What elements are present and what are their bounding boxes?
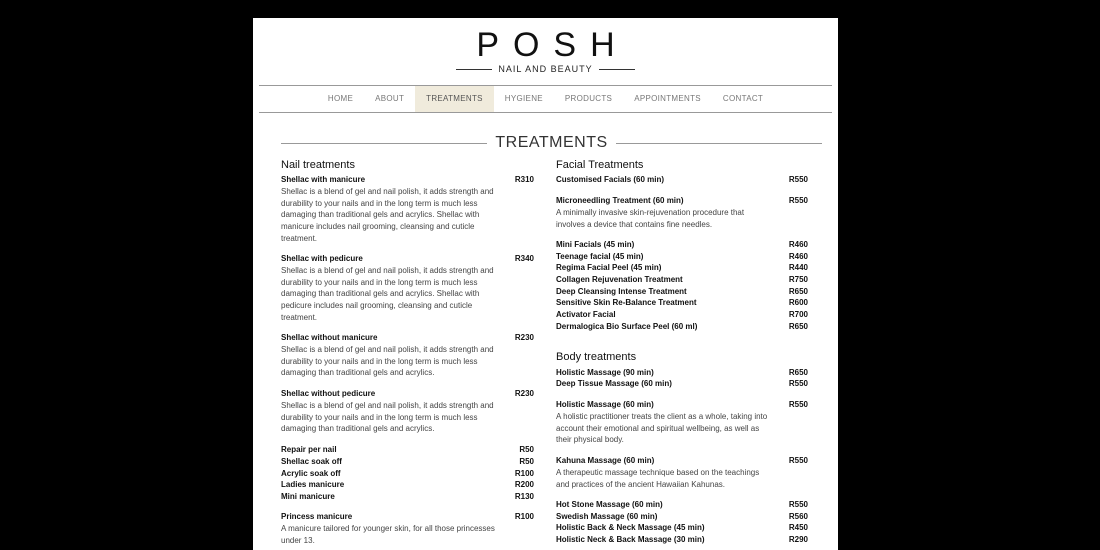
treatment-price: R600 xyxy=(788,298,808,307)
treatment-price: R650 xyxy=(788,287,808,296)
treatment-description: Shellac is a blend of gel and nail polish, it adds strength and durability to your nails and in the long term is much less damaging than traditional gels and acrylics. Shellac with pedicure includes nail grooming, cleansing and cuticle treatment. xyxy=(281,266,494,322)
treatment-name: Mini manicure xyxy=(281,492,335,501)
main-nav xyxy=(259,85,832,113)
treatment-price: R700 xyxy=(788,310,808,319)
facial-section-title: Facial Treatments xyxy=(556,159,644,171)
treatment-name: Princess manicure xyxy=(281,512,353,521)
treatment-description: A holistic practitioner treats the client as a whole, taking into account their emotional and spiritual wellbeing, as well as their physical body. xyxy=(556,412,768,445)
nav-item-products[interactable]: PRODUCTS xyxy=(564,94,613,103)
nail-section-title: Nail treatments xyxy=(281,159,355,171)
treatment-name: Ladies manicure xyxy=(281,480,345,489)
treatment-name: Holistic Massage (60 min) xyxy=(556,400,654,409)
treatment-name: Sensitive Skin Re-Balance Treatment xyxy=(556,298,697,307)
treatment-description: A manicure tailored for younger skin, for all those princesses under 13. xyxy=(281,524,495,545)
treatment-price: R230 xyxy=(514,333,534,342)
treatment-name: Microneedling Treatment (60 min) xyxy=(556,196,684,205)
treatment-price: R290 xyxy=(788,535,808,544)
title-divider-left xyxy=(281,143,487,144)
treatment-price: R450 xyxy=(788,523,808,532)
treatment-name: Teenage facial (45 min) xyxy=(556,252,644,261)
treatment-description: Shellac is a blend of gel and nail polish, it adds strength and durability to your nails and in the long term is much less damaging than traditional gels and acrylics. Shellac with manicure includes nail grooming, cleansing and cuticle treatment. xyxy=(281,187,494,243)
treatment-price: R340 xyxy=(514,254,534,263)
treatment-price: R100 xyxy=(514,469,534,478)
treatment-price: R130 xyxy=(514,492,534,501)
treatment-name: Deep Tissue Massage (60 min) xyxy=(556,379,672,388)
treatment-name: Holistic Back & Neck Massage (45 min) xyxy=(556,523,705,532)
nav-item-treatments[interactable]: TREATMENTS xyxy=(415,86,494,112)
nav-item-hygiene[interactable]: HYGIENE xyxy=(504,94,543,103)
body-section-title: Body treatments xyxy=(556,351,637,363)
treatment-price: R650 xyxy=(788,368,808,377)
treatment-description: Shellac is a blend of gel and nail polish, it adds strength and durability to your nails and in the long term is much less damaging than traditional gels and acrylics. xyxy=(281,345,494,378)
treatment-name: Shellac without manicure xyxy=(281,333,378,342)
treatment-price: R550 xyxy=(788,175,808,184)
treatment-name: Hot Stone Massage (60 min) xyxy=(556,500,663,509)
treatment-price: R50 xyxy=(519,445,534,454)
logo-divider-right xyxy=(599,69,635,70)
treatment-price: R650 xyxy=(788,322,808,331)
treatment-price: R460 xyxy=(788,240,808,249)
treatment-price: R100 xyxy=(514,512,534,521)
page-title: TREATMENTS xyxy=(495,134,608,151)
treatment-name: Swedish Massage (60 min) xyxy=(556,512,658,521)
nav-item-home[interactable]: HOME xyxy=(327,94,354,103)
treatment-name: Activator Facial xyxy=(556,310,616,319)
logo-divider-left xyxy=(456,69,492,70)
treatment-name: Collagen Rejuvenation Treatment xyxy=(556,275,683,284)
treatment-name: Acrylic soak off xyxy=(281,469,341,478)
treatment-name: Deep Cleansing Intense Treatment xyxy=(556,287,687,296)
treatment-price: R310 xyxy=(514,175,534,184)
logo-wordmark: POSH xyxy=(476,26,629,64)
treatment-price: R750 xyxy=(788,275,808,284)
page xyxy=(253,18,838,550)
treatment-price: R230 xyxy=(514,389,534,398)
treatment-name: Repair per nail xyxy=(281,445,337,454)
treatment-name: Shellac without pedicure xyxy=(281,389,376,398)
treatment-price: R560 xyxy=(788,512,808,521)
title-divider-right xyxy=(616,143,822,144)
treatment-price: R200 xyxy=(514,480,534,489)
treatment-price: R550 xyxy=(788,456,808,465)
treatment-name: Customised Facials (60 min) xyxy=(556,175,665,184)
treatment-name: Dermalogica Bio Surface Peel (60 ml) xyxy=(556,322,698,331)
logo[interactable] xyxy=(253,28,838,74)
treatment-name: Holistic Neck & Back Massage (30 min) xyxy=(556,535,705,544)
treatment-name: Shellac soak off xyxy=(281,457,342,466)
treatment-price: R550 xyxy=(788,379,808,388)
treatment-name: Mini Facials (45 min) xyxy=(556,240,635,249)
nav-item-contact[interactable]: CONTACT xyxy=(722,94,764,103)
logo-tagline-row xyxy=(253,64,838,74)
treatment-name: Shellac with manicure xyxy=(281,175,366,184)
treatment-price: R550 xyxy=(788,400,808,409)
treatment-price: R550 xyxy=(788,196,808,205)
treatment-description: A minimally invasive skin-rejuvenation procedure that involves a device that contains fine needles. xyxy=(556,208,745,229)
treatment-price: R50 xyxy=(519,457,534,466)
treatment-name: Shellac with pedicure xyxy=(281,254,363,263)
treatment-price: R460 xyxy=(788,252,808,261)
nav-item-appointments[interactable]: APPOINTMENTS xyxy=(634,94,701,103)
treatment-name: Regima Facial Peel (45 min) xyxy=(556,263,662,272)
logo-tagline: NAIL AND BEAUTY xyxy=(498,64,593,74)
treatment-price: R550 xyxy=(788,500,808,509)
treatment-price: R440 xyxy=(788,263,808,272)
treatment-description: A therapeutic massage technique based on the teachings and practices of the ancient Hawaiian Kahunas. xyxy=(556,468,760,489)
treatment-name: Kahuna Massage (60 min) xyxy=(556,456,655,465)
page-title-row xyxy=(281,134,822,152)
treatment-name: Holistic Massage (90 min) xyxy=(556,368,654,377)
treatment-description: Shellac is a blend of gel and nail polish, it adds strength and durability to your nails and in the long term is much less damaging than traditional gels and acrylics. xyxy=(281,401,494,434)
nav-item-about[interactable]: ABOUT xyxy=(375,94,405,103)
